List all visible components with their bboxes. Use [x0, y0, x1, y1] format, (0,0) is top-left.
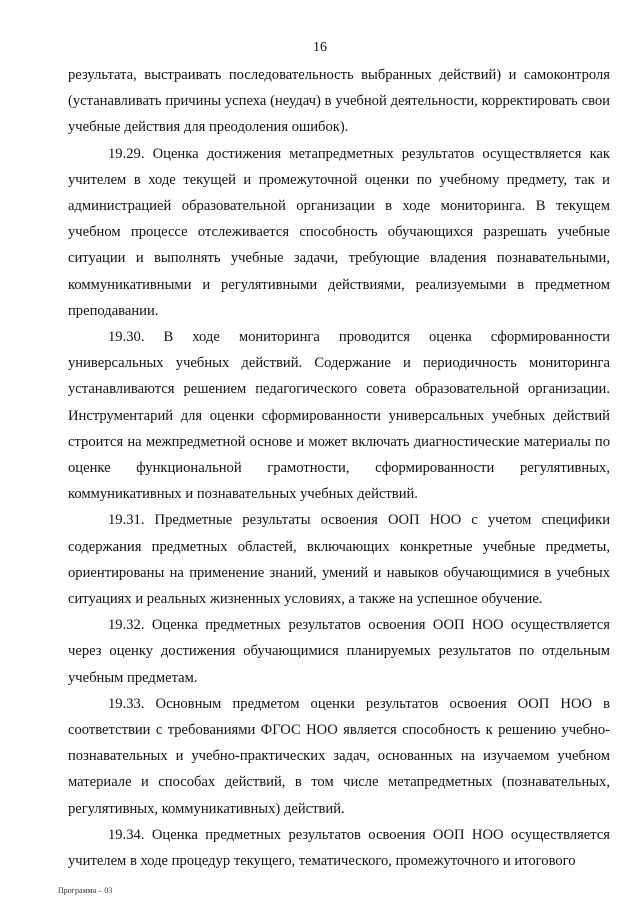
paragraph-19-32: 19.32. Оценка предметных результатов освоения ООП НОО осуществляется через оценку достижения обучающимися планируемых результатов по отдельным учебным предметам. [68, 617, 610, 686]
page-number: 16 [313, 40, 327, 55]
document-body [68, 62, 610, 874]
paragraph-19-30: 19.30. В ходе мониторинга проводится оценка сформированности универсальных учебных действий. Содержание и периодичность мониторинга устанавливаются решением педагогического совета образовательной организации. Инструментарий для оценки сформированности универсальных учебных действий строится на межпредметной основе и может включать диагностические материалы по оценке функциональной грамотности, сформированности регулятивных, коммуникативных и познавательных учебных действий. [68, 329, 610, 503]
paragraph-19-29: 19.29. Оценка достижения метапредметных результатов осуществляется как учителем в ходе текущей и промежуточной оценки по учебному предмету, так и администрацией образовательной организации в ходе мониторинга. В текущем учебном процессе отслеживается способность обучающихся разрешать учебные ситуации и выполнять учебные задачи, требующие владения познавательными, коммуникативными и регулятивными действиями, реализуемыми в предметном преподавании. [68, 145, 610, 319]
footer-label: Программа – 03 [58, 886, 113, 895]
paragraph-19-33: 19.33. Основным предметом оценки результатов освоения ООП НОО в соответствии с требованиями ФГОС НОО является способность к решению учебно-познавательных и учебно-практических задач, основанных на изучаемом учебном материале и способах действий, в том числе метапредметных (познавательных, регулятивных, коммуникативных) действий. [68, 695, 610, 817]
paragraph-continuation: результата, выстраивать последовательность выбранных действий) и самоконтроля (устанавливать причины успеха (неудач) в учебной деятельности, корректировать свои учебные действия для преодоления ошибок). [68, 67, 610, 136]
paragraph-19-31: 19.31. Предметные результаты освоения ООП НОО с учетом специфики содержания предметных областей, включающих конкретные учебные предметы, ориентированы на применение знаний, умений и навыков обучающимися в учебных ситуациях и реальных жизненных условиях, а также на успешное обучение. [68, 512, 610, 608]
paragraph-19-34: 19.34. Оценка предметных результатов освоения ООП НОО осуществляется учителем в ходе процедур текущего, тематического, промежуточного и итогового [68, 826, 610, 870]
